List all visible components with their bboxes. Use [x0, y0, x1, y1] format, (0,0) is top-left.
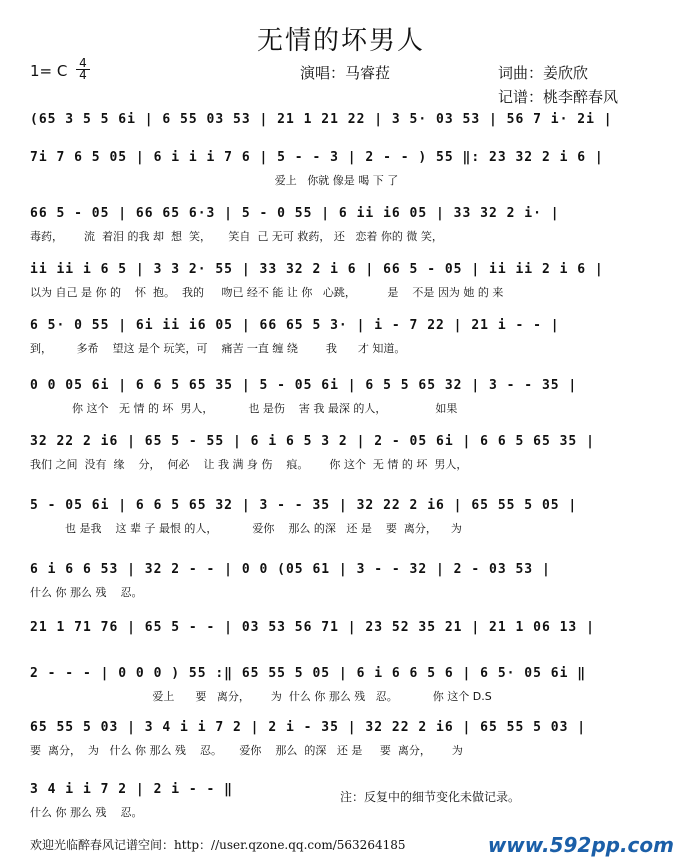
notation-row: 65 55 5 03 | 3 4 i i 7 2 | 2 i - 35 | 32 22 2 i6 | 65 55 5 03 | [30, 720, 587, 735]
notation-row: 2 - - - | 0 0 0 ) 55 :‖ 65 55 5 05 | 6 i 6 6 5 6 | 6 5· 05 6i ‖ [30, 666, 587, 681]
watermark-logo: www.592pp.com [487, 833, 674, 857]
song-title: 无情的坏男人 [256, 26, 425, 56]
lyric-row: 毒药， 流 着泪 的我 却 想 笑， 笑自 己 无可 救药， 还 恋着 你的 微 笑， [30, 230, 443, 243]
notation-row: 5 - 05 6i | 6 6 5 65 32 | 3 - - 35 | 32 22 2 i6 | 65 55 5 05 | [30, 498, 578, 513]
notation-row: 7i 7 6 5 05 | 6 i i i 7 6 | 5 - - 3 | 2 - - ) 55 ‖: 23 32 2 i 6 | [30, 150, 604, 165]
notation-row: (65 3 5 5 6i | 6 55 03 53 | 21 1 21 22 | 3 5· 03 53 | 56 7 i· 2i | [30, 112, 613, 127]
footer-link-text: 欢迎光临醉春风记谱空间：http：//user.qzone.qq.com/563264185 [30, 838, 406, 852]
notation-row: 32 22 2 i6 | 65 5 - 55 | 6 i 6 5 3 2 | 2 - 05 6i | 6 6 5 65 35 | [30, 434, 595, 449]
notation-row: 6 5· 0 55 | 6i ii i6 05 | 66 65 5 3· | i - 7 22 | 21 i - - | [30, 318, 560, 333]
time-signature [76, 58, 90, 81]
lyric-row: 要 离分， 为 什么 你 那么 残 忍。 爱你 那么 的深 还 是 要 离分， 为 [30, 744, 463, 757]
lyric-row: 你 这个 无 情 的 坏 男人， 也 是伤 害 我 最深 的人， 如果 [30, 402, 458, 415]
key-signature: 1= C [30, 62, 68, 80]
time-signature-bottom: 4 [76, 69, 90, 81]
lyric-row: 爱上 要 离分， 为 什么 你 那么 残 忍。 你 这个 D.S [30, 690, 492, 703]
notation-row: ii ii i 6 5 | 3 3 2· 55 | 33 32 2 i 6 | 66 5 - 05 | ii ii 2 i 6 | [30, 262, 604, 277]
time-signature-top: 4 [79, 56, 87, 70]
lyric-row: 什么 你 那么 残 忍。 [30, 586, 143, 599]
notation-row: 0 0 05 6i | 6 6 5 65 35 | 5 - 05 6i | 6 5 5 65 32 | 3 - - 35 | [30, 378, 578, 393]
lyric-row: 我们 之间 没有 缘 分， 何必 让 我 满 身 伤 痕。 你 这个 无 情 的 坏 男人， [30, 458, 468, 471]
notation-row: 6 i 6 6 53 | 32 2 - - | 0 0 (05 61 | 3 - - 32 | 2 - 03 53 | [30, 562, 551, 577]
lyric-row: 到， 多希 望这 是个 玩笑，可 痛苦 一直 缠 绕 我 才 知道。 [30, 342, 406, 355]
singer-credit: 演唱：马睿菈 [300, 64, 391, 82]
repeat-note: 注：反复中的细节变化未做记录。 [340, 790, 521, 804]
notation-row: 3 4 i i 7 2 | 2 i - - ‖ [30, 782, 234, 797]
lyric-row: 爱上 你就 像是 喝 下 了 [30, 174, 399, 187]
lyric-row: 以为 自己 是 你 的 怀 抱。 我的 吻已 经不 能 让 你 心跳， 是 不是 因为 她 的 来 [30, 286, 504, 299]
transcriber-credit: 记谱：桃李醉春风 [498, 88, 619, 106]
lyric-row: 也 是我 这 辈 子 最恨 的人， 爱你 那么 的深 还 是 要 离分， 为 [30, 522, 462, 535]
notation-row: 21 1 71 76 | 65 5 - - | 03 53 56 71 | 23 52 35 21 | 21 1 06 13 | [30, 620, 595, 635]
composer-credit: 词曲：姜欣欣 [498, 64, 589, 82]
notation-row: 66 5 - 05 | 66 65 6·3 | 5 - 0 55 | 6 ii i6 05 | 33 32 2 i· | [30, 206, 560, 221]
lyric-row: 什么 你 那么 残 忍。 [30, 806, 143, 819]
